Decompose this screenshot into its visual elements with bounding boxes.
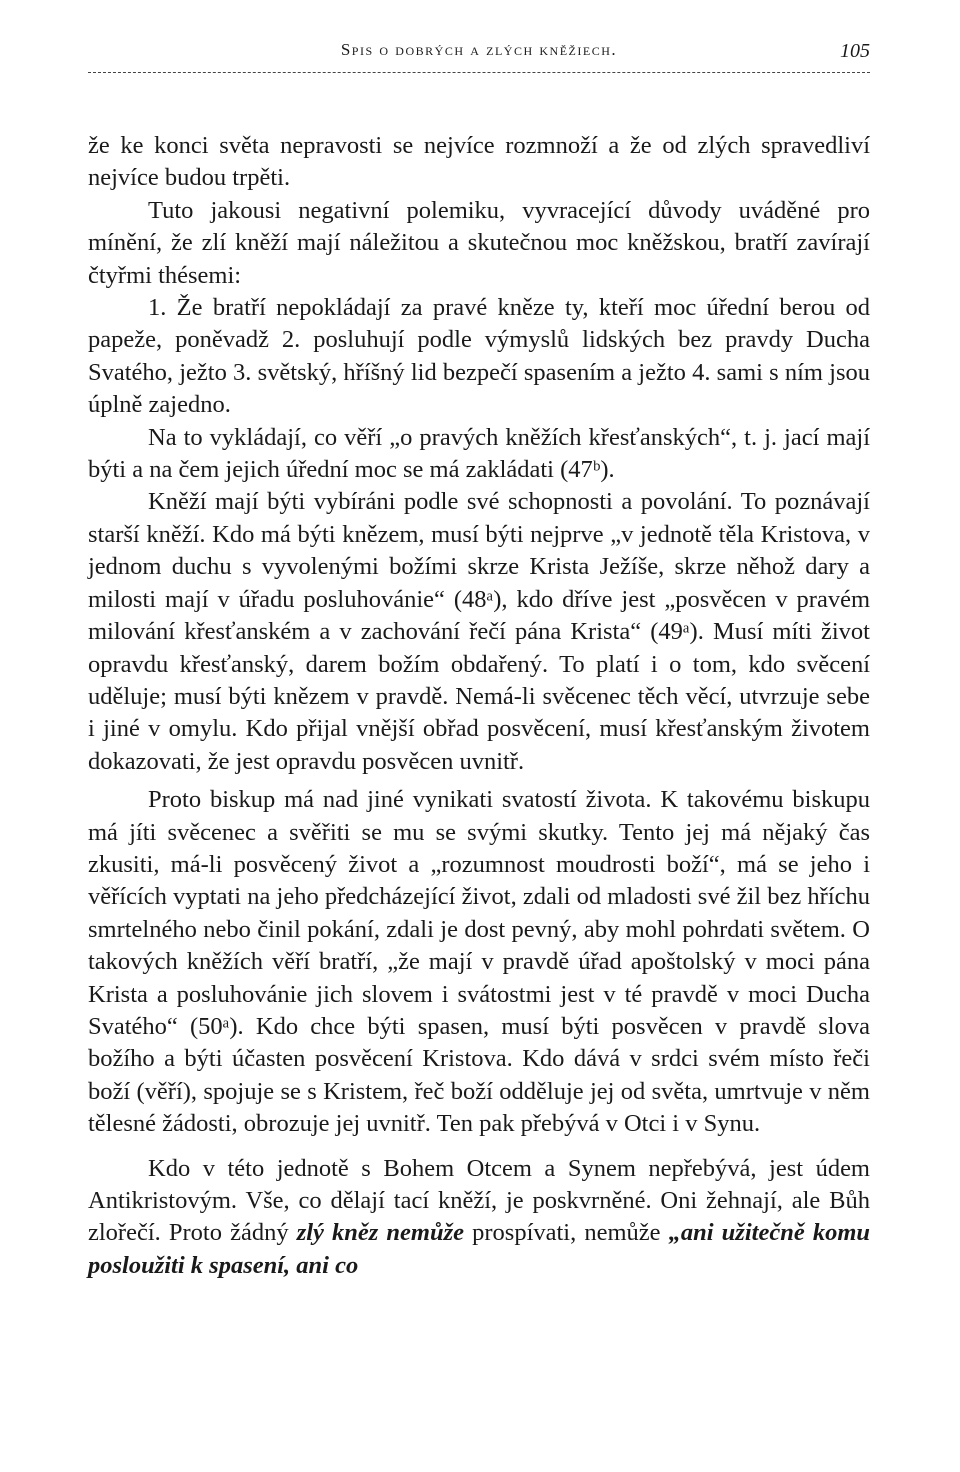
page-header xyxy=(88,40,870,74)
paragraph-antichrist xyxy=(88,1153,870,1283)
running-head: Spis o dobrých a zlých kněžiech. xyxy=(340,40,618,59)
paragraph-bishop: Proto biskup má nad jiné vynikati svatostí života. K takovému biskupu má jíti svěcenec a svěřiti se mu se svými skutky. Tento jej má nějaký čas zkusiti, má-li posvěcený život a „rozumnost moudrosti boží“, má se jeho i věřících vyptati na jeho předcházející život, zdali od mladosti své žil bez hříchu smrtelného nebo činil pokání, zdali je dost pevný, aby mohl pohrdati světem. O takových kněžích věří bratří, „že mají v pravdě úřad apoštolský v moci pána Krista a posluhovánie jich slovem i svátostmi jest v té pravdě v moci Ducha Svatého“ (50ᵃ). Kdo chce býti spasen, musí býti posvěcen v pravdě slova božího a býti účasten posvěcení Kristova. Kdo dává v srdci svém místo řeči boží (věří), spojuje se s Kristem, řeč boží odděluje jej od světa, umrtvuje v něm tělesné žádosti, obrozuje jej uvnitř. Ten pak přebývá v Otci i v Synu. xyxy=(88,786,870,1138)
emphasis-text: „ani užitečně komu posloužiti k spasení, ani co xyxy=(88,1219,870,1279)
emphasis-text: zlý kněz nemůže xyxy=(296,1219,465,1247)
paragraph-polemic: Tuto jakousi negativní polemiku, vyvracející důvody uváděné pro mínění, že zlí kněží mají náležitou a skutečnou moc kněžskou, bratří zavírají čtyřmi thésemi: xyxy=(88,196,870,289)
paragraph-continuation: že ke konci světa nepravosti se nejvíce rozmnoží a že od zlých spravedliví nejvíce budou trpěti. xyxy=(88,132,870,192)
text-segment: Kdo v této jednotě s Bohem Otcem a Synem nepřebývá, jest údem Antikristovým. Vše, co dělají tací kněží, je poskvrněné. Oni žehnají, ale Bůh zlořečí. Proto žádný xyxy=(88,1154,870,1247)
header-rule xyxy=(88,72,870,73)
page-body xyxy=(88,130,870,1282)
text-segment: prospívati, nemůže xyxy=(464,1219,669,1247)
paragraph-true-priests: Na to vykládají, co věří „o pravých kněžích křesťanských“, t. j. jací mají býti a na čem jejich úřední moc se má zakládati (47ᵇ). xyxy=(88,423,870,484)
paragraph-theses: 1. Že bratří nepokládají za pravé kněze ty, kteří moc úřední berou od papeže, poněvadž 2. posluhují podle výmyslů lidských bez pravdy Ducha Svatého, ježto 3. světský, hříšný lid bezpečí spasením a ježto 4. sami s ním jsou úplně zajedno. xyxy=(88,294,870,419)
page-number: 105 xyxy=(840,40,870,62)
paragraph-selection: Kněží mají býti vybíráni podle své schopnosti a povolání. To poznávají starší kněží. Kdo má býti knězem, musí býti nejprve „v jednotě těla Kristova, v jednom duchu s vyvolenými božími skrze Krista Ježíše, skrze něhož dary a milosti mají v úřadu posluhovánie“ (48ᵃ), kdo dříve jest „posvěcen v pravém milování křesťanském a v zachování řečí pána Krista“ (49ᵃ). Musí míti život opravdu křesťanský, darem božím obdařený. To platí i o tom, kdo svěcení uděluje; musí býti knězem v pravdě. Nemá-li svěcenec těch věcí, utvrzuje sebe i jiné v omylu. Kdo přijal vnější obřad posvěcení, musí křesťanským životem dokazovati, že jest opravdu posvěcen uvnitř. xyxy=(88,488,870,775)
